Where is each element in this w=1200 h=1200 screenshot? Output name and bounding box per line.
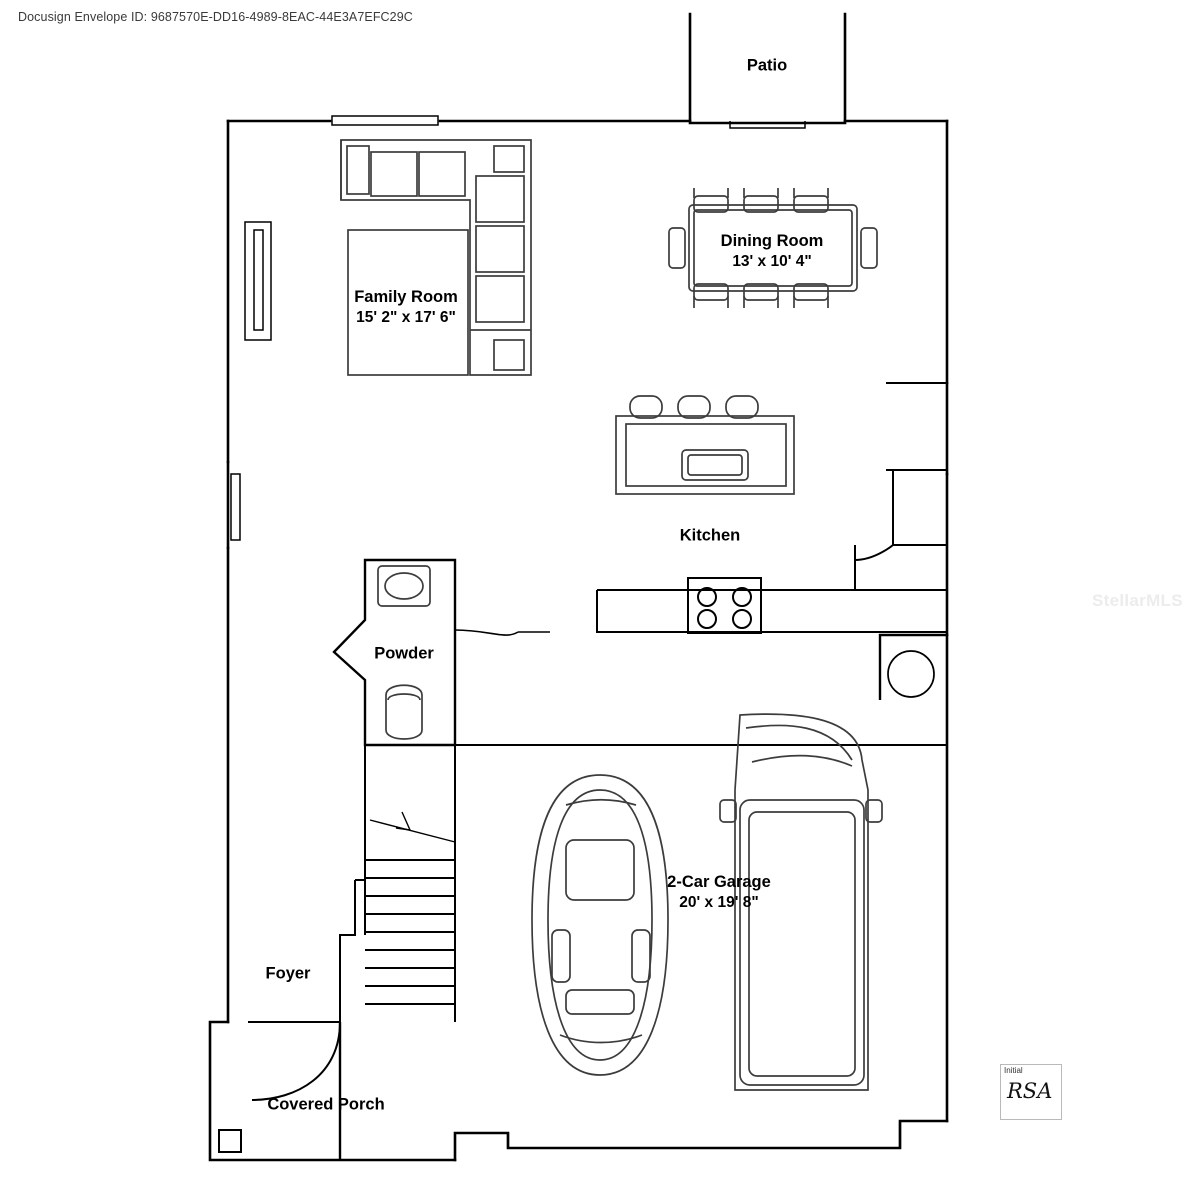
room-label-2-car-garage: 2-Car Garage 20' x 19' 8": [667, 873, 771, 911]
car-door-right: [632, 930, 650, 982]
wall-bottom: [455, 1121, 947, 1160]
garage-sink: [888, 651, 934, 697]
dining-chair: [861, 228, 877, 268]
kitchen-counter-lower: [597, 590, 947, 632]
stair-rail-wall: [340, 880, 355, 1022]
dining-chair: [669, 228, 685, 268]
car-roof: [566, 840, 634, 900]
powder-door-swing: [455, 630, 518, 635]
room-label-kitchen: Kitchen: [679, 526, 741, 545]
window-left-upper: [245, 222, 271, 340]
room-label-patio: Patio: [746, 56, 788, 75]
pantry-wall: [893, 470, 947, 545]
window-left-lower: [231, 474, 240, 540]
truck-mirror-left: [720, 800, 736, 822]
car-body: [532, 775, 668, 1075]
stellarmls-watermark: StellarMLS: [1092, 591, 1183, 610]
truck-hood: [746, 725, 852, 760]
initial-signature-mark: RSA: [1007, 1079, 1053, 1103]
room-label-powder: Powder: [374, 644, 434, 663]
bar-stool: [726, 396, 758, 418]
porch-column: [219, 1130, 241, 1152]
pantry-door-swing: [855, 545, 893, 560]
window-family-room-top: [332, 116, 438, 125]
wall-porch-outline: [210, 1022, 455, 1160]
docusign-initial-stamp[interactable]: [1000, 1064, 1062, 1120]
stair-direction-arrow: [370, 820, 455, 842]
stair-walls: [365, 745, 455, 1022]
sink-basin: [385, 573, 423, 599]
room-label-dining-room: Dining Room 13' x 10' 4": [720, 232, 824, 270]
bar-stool: [678, 396, 710, 418]
initial-caption: Initial: [1004, 1066, 1023, 1075]
truck-bed: [740, 800, 864, 1085]
car-trunk: [566, 990, 634, 1014]
entry-door-swing: [252, 1022, 340, 1100]
bar-stool: [630, 396, 662, 418]
window-left-upper-inner: [254, 230, 263, 330]
room-label-family-room: Family Room 15' 2" x 17' 6": [354, 288, 458, 326]
docusign-envelope-id: Docusign Envelope ID: 9687570E-DD16-4989-8EAC-44E3A7EFC29C: [18, 10, 413, 24]
garage-wall-jog: [880, 635, 947, 700]
room-label-foyer: Foyer: [265, 964, 311, 983]
room-label-covered-porch: Covered Porch: [267, 1095, 385, 1114]
car-door-left: [552, 930, 570, 982]
